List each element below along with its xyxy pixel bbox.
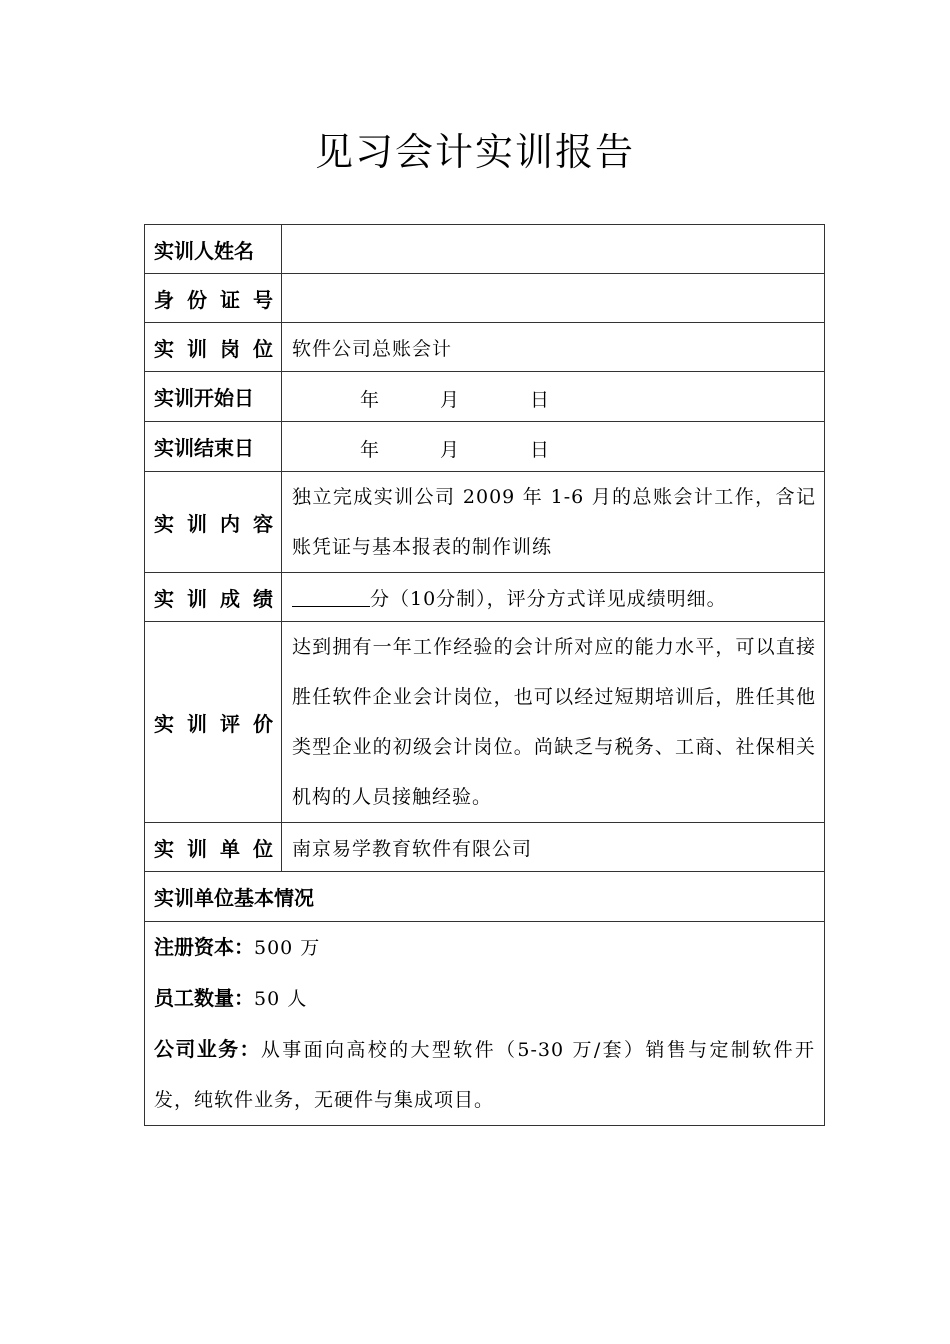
capital-line [154, 922, 815, 973]
label-spread [154, 833, 273, 862]
label-end-date [145, 422, 282, 472]
label-char: 位 [253, 836, 273, 861]
score-field [282, 573, 825, 622]
label-char: 证 [220, 287, 240, 312]
capital-label: 注册资本： [154, 935, 254, 959]
content-value: 独立完成实训公司 2009 年 1-6 月的总账会计工作，含记账凭证与基本报表的制作训练 [282, 472, 825, 573]
label-char: 容 [253, 511, 273, 536]
day-unit: 日 [530, 389, 550, 411]
label-char: 身 [154, 287, 174, 312]
score-text: 分（10分制），评分方式详见成绩明细。 [370, 587, 727, 610]
evaluation-value: 达到拥有一年工作经验的会计所对应的能力水平，可以直接胜任软件企业会计岗位，也可以经过短期培训后，胜任其他类型企业的初级会计岗位。尚缺乏与税务、工商、社保相关机构的人员接触经验。 [282, 622, 825, 823]
label-position [145, 323, 282, 372]
label-char: 号 [253, 287, 273, 312]
label-spread [154, 333, 273, 362]
label-text: 实训结束日 [154, 436, 254, 460]
label-spread [154, 508, 273, 537]
name-field[interactable] [282, 225, 825, 274]
label-char: 训 [187, 711, 207, 736]
label-char: 实 [154, 711, 174, 736]
business-line [154, 1024, 815, 1125]
label-char: 评 [220, 711, 240, 736]
label-text: 实训人姓名 [154, 238, 254, 263]
row-id-number [145, 274, 825, 323]
start-date-field[interactable] [282, 372, 825, 422]
label-char: 实 [154, 336, 174, 361]
staff-label: 员工数量： [154, 986, 254, 1010]
label-score [145, 573, 282, 622]
label-char: 绩 [253, 586, 273, 611]
row-end-date [145, 422, 825, 472]
label-char: 内 [220, 511, 240, 536]
end-date-field[interactable] [282, 422, 825, 472]
report-table [144, 224, 825, 1126]
label-char: 单 [220, 836, 240, 861]
basic-info-header: 实训单位基本情况 [145, 872, 825, 922]
score-blank[interactable] [292, 586, 370, 607]
label-char: 份 [187, 287, 207, 312]
day-unit: 日 [530, 439, 550, 461]
label-char: 位 [253, 336, 273, 361]
label-name [145, 225, 282, 274]
id-number-field[interactable] [282, 274, 825, 323]
row-unit [145, 823, 825, 872]
label-char: 训 [187, 836, 207, 861]
label-char: 训 [187, 511, 207, 536]
label-content [145, 472, 282, 573]
row-evaluation [145, 622, 825, 823]
business-value: 从事面向高校的大型软件（5-30 万/套）销售与定制软件开发，纯软件业务，无硬件与集成项目。 [154, 1039, 815, 1111]
year-unit: 年 [360, 389, 380, 411]
month-unit: 月 [440, 439, 460, 461]
label-spread [154, 583, 273, 612]
label-spread [154, 284, 273, 313]
row-name [145, 225, 825, 274]
position-value: 软件公司总账会计 [282, 323, 825, 372]
staff-line [154, 973, 815, 1024]
label-char: 价 [253, 711, 273, 736]
label-unit [145, 823, 282, 872]
page-title: 见习会计实训报告 [314, 130, 635, 174]
date-group [292, 422, 816, 471]
business-label: 公司业务： [154, 1037, 261, 1061]
label-text: 实训开始日 [154, 386, 254, 410]
row-basic-info [145, 922, 825, 1126]
label-char: 成 [220, 586, 240, 611]
row-position [145, 323, 825, 372]
label-id-number [145, 274, 282, 323]
label-char: 实 [154, 836, 174, 861]
month-unit: 月 [440, 389, 460, 411]
label-start-date [145, 372, 282, 422]
row-basic-header [145, 872, 825, 922]
row-content [145, 472, 825, 573]
date-group [292, 372, 816, 421]
label-char: 训 [187, 586, 207, 611]
unit-value: 南京易学教育软件有限公司 [282, 823, 825, 872]
row-score [145, 573, 825, 622]
label-char: 岗 [220, 336, 240, 361]
basic-info-body [145, 922, 825, 1126]
label-spread [154, 708, 273, 737]
capital-value: 500 万 [254, 937, 321, 959]
year-unit: 年 [360, 439, 380, 461]
row-start-date [145, 372, 825, 422]
label-char: 实 [154, 511, 174, 536]
staff-value: 50 人 [254, 988, 308, 1010]
label-evaluation [145, 622, 282, 823]
label-char: 训 [187, 336, 207, 361]
label-char: 实 [154, 586, 174, 611]
